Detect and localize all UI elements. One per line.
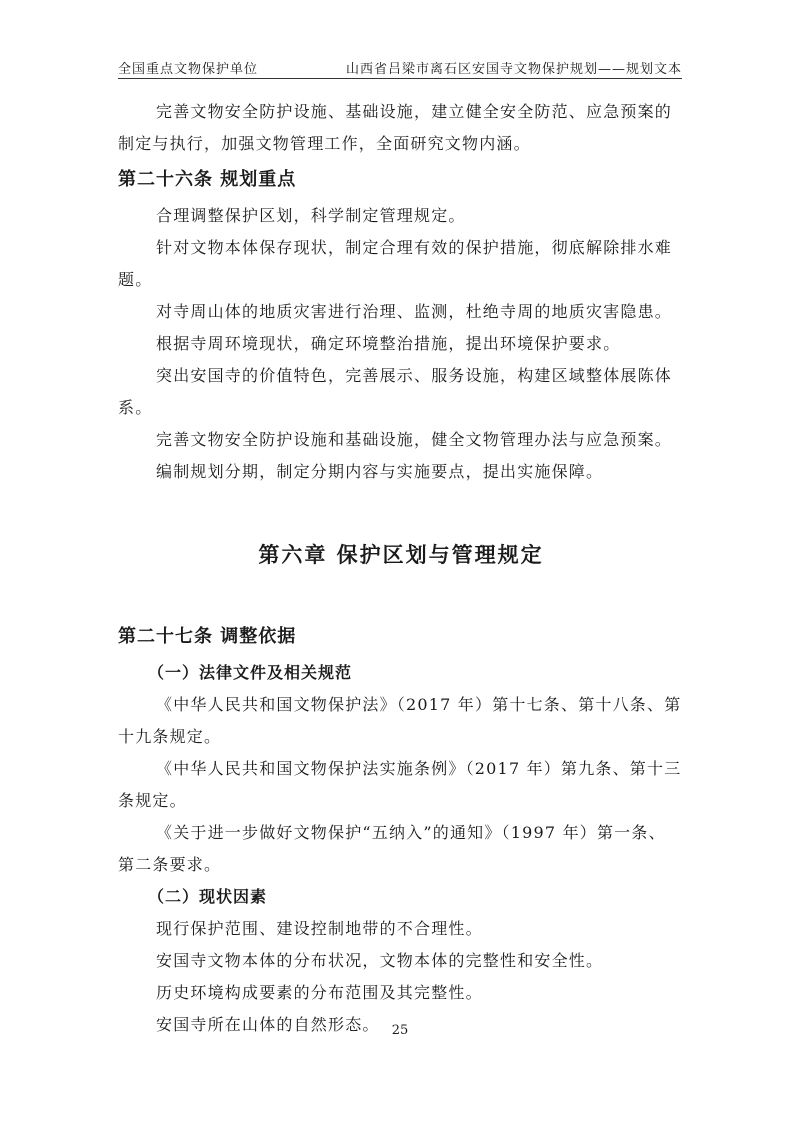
intro-line-1: 完善文物安全防护设施、基础设施，建立健全安全防范、应急预案的	[156, 102, 673, 121]
page-content	[118, 96, 684, 1041]
law-reference: 条规定。	[118, 791, 187, 810]
chapter-title: 第六章 保护区划与管理规定	[258, 543, 544, 567]
header-left-text: 全国重点文物保护单位	[118, 62, 259, 77]
law-reference: 《中华人民共和国文物保护法》（2017 年）第十七条、第十八条、第	[156, 695, 682, 714]
law-reference: 《关于进一步做好文物保护“五纳入”的通知》（1997 年）第一条、	[156, 823, 666, 842]
article-26-heading: 第二十六条 规划重点	[118, 169, 297, 190]
status-factor: 现行保护范围、建设控制地带的不合理性。	[156, 919, 483, 938]
article-26-item: 突出安国寺的价值特色，完善展示、服务设施，构建区域整体展陈体	[156, 366, 673, 385]
article-26-item: 根据寺周环境现状，确定环境整治措施，提出环境保护要求。	[156, 334, 621, 353]
law-reference: 十九条规定。	[118, 727, 222, 746]
status-factor: 安国寺文物本体的分布状况，文物本体的完整性和安全性。	[156, 951, 604, 970]
law-reference: 《中华人民共和国文物保护法实施条例》（2017 年）第九条、第十三	[156, 759, 682, 778]
status-factor: 安国寺所在山体的自然形态。	[156, 1015, 380, 1034]
article-26-item: 针对文物本体保存现状，制定合理有效的保护措施，彻底解除排水难	[156, 238, 673, 257]
article-26-item: 合理调整保护区划，科学制定管理规定。	[156, 206, 466, 225]
article-26-item: 题。	[118, 270, 153, 289]
article-26-item: 对寺周山体的地质灾害进行治理、监测，杜绝寺周的地质灾害隐患。	[156, 302, 673, 321]
article-27-heading: 第二十七条 调整依据	[118, 626, 297, 647]
page-number: 25	[391, 1023, 409, 1038]
intro-line-2: 制定与执行，加强文物管理工作，全面研究文物内涵。	[118, 134, 531, 153]
article-26-item: 编制规划分期，制定分期内容与实施要点，提出实施保障。	[156, 462, 604, 481]
law-reference: 第二条要求。	[118, 855, 222, 874]
subsection-heading-status: （二）现状因素	[148, 887, 268, 906]
article-26-item: 完善文物安全防护设施和基础设施，健全文物管理办法与应急预案。	[156, 430, 673, 449]
subsection-heading-laws: （一）法律文件及相关规范	[148, 663, 353, 682]
page-header	[118, 56, 682, 79]
article-26-item: 系。	[118, 398, 153, 417]
header-right-text: 山西省吕梁市离石区安国寺文物保护规划——规划文本	[345, 62, 682, 77]
status-factor: 历史环境构成要素的分布范围及其完整性。	[156, 983, 483, 1002]
